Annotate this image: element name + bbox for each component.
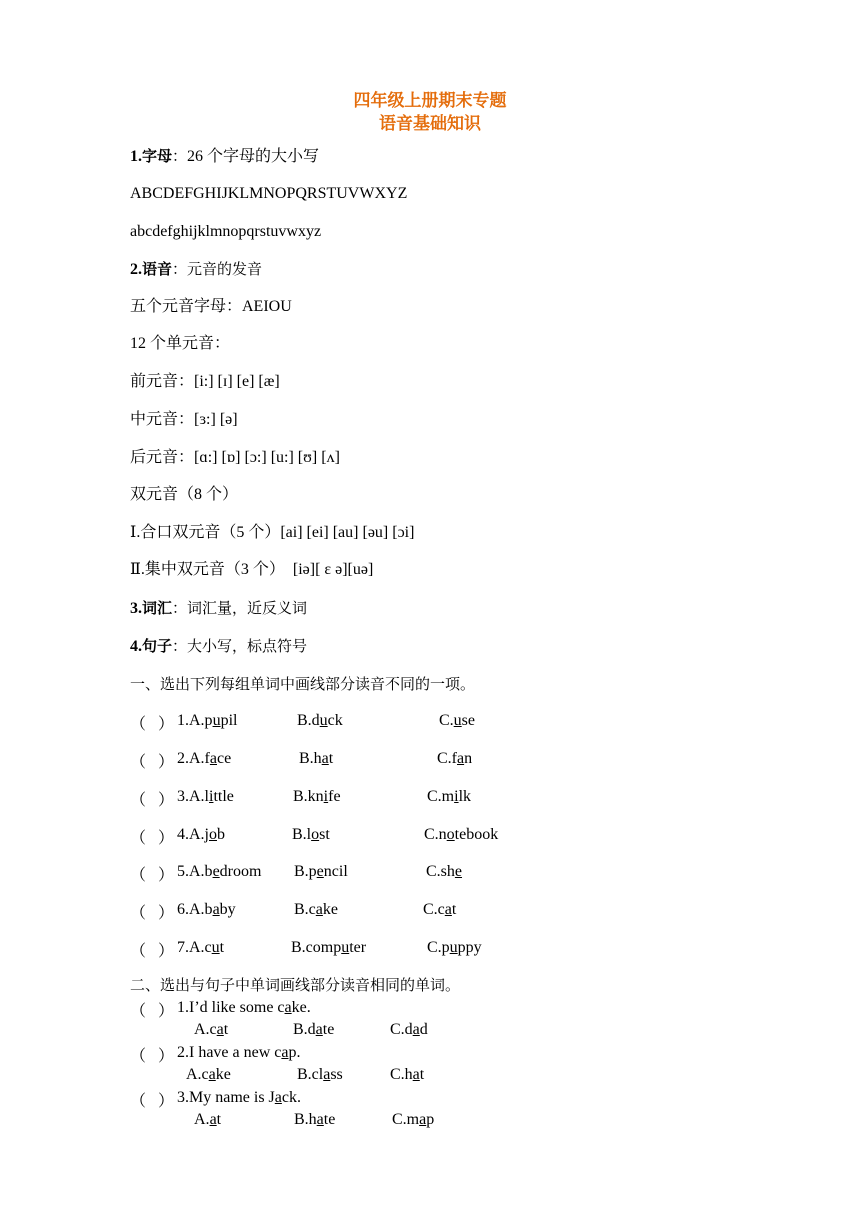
centering-diphthongs-line: Ⅱ.集中双元音（3 个） [iə][ ɛ ə][uə] bbox=[130, 561, 374, 578]
option-b-underlined: a bbox=[321, 750, 329, 767]
section-1 bbox=[130, 146, 319, 167]
option-b-pre: B.d bbox=[293, 1021, 316, 1038]
option-b-pre: B.h bbox=[294, 1111, 317, 1128]
option-b bbox=[297, 711, 343, 731]
option-b-pre: B.p bbox=[294, 863, 317, 880]
section-4 bbox=[130, 636, 307, 657]
option-c-underlined: a bbox=[412, 1021, 420, 1038]
option-c-pre: C.m bbox=[427, 788, 455, 805]
option-c-pre: C.n bbox=[424, 826, 447, 843]
option-c-underlined: o bbox=[446, 826, 455, 843]
option-b-underlined: a bbox=[315, 901, 323, 918]
option-c-post: d bbox=[419, 1021, 428, 1038]
option-c-pre: C.c bbox=[423, 901, 445, 918]
option-a-underlined: a bbox=[216, 1021, 224, 1038]
option-c-pre: C.p bbox=[427, 939, 450, 956]
section-2-number: 2. bbox=[130, 261, 142, 278]
option-b-underlined: a bbox=[315, 1021, 323, 1038]
option-a-pre: 5.A.b bbox=[177, 863, 213, 880]
back-vowels-line: 后元音：[ɑ:] [ɒ] [ɔ:] [u:] [ʊ] [ʌ] bbox=[130, 449, 340, 466]
section-1-number: 1. bbox=[130, 148, 142, 165]
answer-blank[interactable]: （ ） bbox=[130, 905, 175, 922]
section-4-heading: 句子 bbox=[142, 637, 173, 655]
option-a-post: t bbox=[223, 1021, 229, 1038]
option-a-pre: 1.A.p bbox=[177, 712, 213, 729]
option-a bbox=[177, 711, 237, 731]
question-sentence-underlined: a bbox=[281, 1044, 289, 1061]
option-b-underlined: o bbox=[311, 826, 320, 843]
option-c-underlined: u bbox=[453, 712, 462, 729]
option-c bbox=[390, 1020, 428, 1040]
option-a-post: ttle bbox=[213, 788, 234, 805]
option-a-underlined: o bbox=[209, 826, 217, 843]
option-a bbox=[194, 1110, 221, 1130]
option-b-post: st bbox=[319, 826, 330, 843]
option-a-underlined: u bbox=[212, 712, 221, 729]
option-c-post: n bbox=[464, 750, 473, 767]
answer-blank[interactable]: （ ） bbox=[130, 716, 175, 733]
option-b-post: ck bbox=[327, 712, 343, 729]
closing-diphthongs-line: Ⅰ.合口双元音（5 个）[ai] [ei] [au] [əu] [ɔi] bbox=[130, 524, 415, 541]
question-sentence-underlined: a bbox=[284, 999, 292, 1016]
option-b-pre: B.c bbox=[294, 901, 316, 918]
option-c-underlined: a bbox=[419, 1111, 427, 1128]
option-a-underlined: i bbox=[209, 788, 214, 805]
question-sentence-pre: 3.My name is J bbox=[177, 1089, 275, 1106]
option-c-underlined: e bbox=[454, 863, 463, 880]
option-c-post: t bbox=[451, 901, 457, 918]
option-c-pre: C.h bbox=[390, 1066, 413, 1083]
option-c bbox=[427, 787, 471, 807]
option-a-pre: 2.A.f bbox=[177, 750, 210, 767]
option-c-post: tebook bbox=[454, 826, 499, 843]
option-a-pre: A. bbox=[194, 1111, 210, 1128]
option-a-underlined: e bbox=[212, 863, 220, 880]
option-a-pre: 6.A.b bbox=[177, 901, 213, 918]
section-3-sep: ： bbox=[172, 599, 188, 617]
question-sentence bbox=[177, 998, 311, 1018]
option-a-post: pil bbox=[220, 712, 238, 729]
question-sentence-post: ck. bbox=[281, 1089, 301, 1106]
option-a bbox=[177, 900, 236, 920]
option-a-underlined: a bbox=[209, 1111, 217, 1128]
answer-blank[interactable]: （ ） bbox=[130, 830, 175, 847]
option-b-pre: B.kn bbox=[293, 788, 324, 805]
option-c bbox=[426, 862, 462, 882]
option-a-pre: 3.A.l bbox=[177, 788, 209, 805]
part-2-heading: 二、选出与句子中单词画线部分读音相同的单词。 bbox=[130, 976, 461, 994]
answer-blank[interactable]: （ ） bbox=[130, 1093, 175, 1110]
option-b-post: ke bbox=[322, 901, 338, 918]
option-b-underlined: u bbox=[341, 939, 350, 956]
option-a bbox=[177, 938, 224, 958]
section-2 bbox=[130, 259, 262, 280]
section-4-number: 4. bbox=[130, 638, 142, 655]
answer-blank[interactable]: （ ） bbox=[130, 1048, 175, 1065]
option-a-post: b bbox=[217, 826, 225, 843]
option-c-underlined: a bbox=[412, 1066, 420, 1083]
option-c-post: se bbox=[461, 712, 475, 729]
option-a-pre: 7.A.c bbox=[177, 939, 212, 956]
option-c-pre: C.f bbox=[437, 750, 457, 767]
question-sentence-post: p. bbox=[288, 1044, 301, 1061]
option-c bbox=[423, 900, 456, 920]
option-b-pre: B.h bbox=[299, 750, 322, 767]
title-line-1: 四年级上册期末专题 bbox=[353, 91, 507, 111]
section-4-text: 大小写，标点符号 bbox=[187, 637, 308, 655]
option-b-underlined: a bbox=[323, 1066, 331, 1083]
option-c-pre: C.m bbox=[392, 1111, 420, 1128]
option-a-post: ce bbox=[217, 750, 232, 767]
option-b bbox=[299, 749, 333, 769]
option-b-pre: B.l bbox=[292, 826, 312, 843]
question-sentence-pre: 1.I’d like some c bbox=[177, 999, 285, 1016]
option-a-post: t bbox=[219, 939, 225, 956]
question-sentence-pre: 2.I have a new c bbox=[177, 1044, 282, 1061]
option-b-pre: B.cl bbox=[297, 1066, 324, 1083]
answer-blank[interactable]: （ ） bbox=[130, 792, 175, 809]
front-vowels-line: 前元音：[i:] [ɪ] [e] [æ] bbox=[130, 373, 280, 390]
answer-blank[interactable]: （ ） bbox=[130, 1003, 175, 1020]
option-c-underlined: i bbox=[454, 788, 459, 805]
option-a-underlined: a bbox=[212, 901, 220, 918]
title-line-2: 语音基础知识 bbox=[379, 114, 481, 134]
option-b-underlined: e bbox=[316, 863, 324, 880]
answer-blank[interactable]: （ ） bbox=[130, 867, 175, 884]
option-c-post: t bbox=[419, 1066, 425, 1083]
option-a-underlined: a bbox=[209, 750, 217, 767]
option-b-underlined: i bbox=[323, 788, 329, 805]
option-b-underlined: u bbox=[319, 712, 328, 729]
option-b bbox=[291, 938, 366, 958]
section-3 bbox=[130, 598, 307, 619]
option-c-underlined: a bbox=[457, 750, 465, 767]
option-a-post: ke bbox=[215, 1066, 231, 1083]
option-b bbox=[294, 1110, 335, 1130]
option-c-pre: C. bbox=[439, 712, 454, 729]
option-b-post: te bbox=[323, 1111, 336, 1128]
option-b bbox=[294, 862, 348, 882]
option-a-pre: A.c bbox=[194, 1021, 217, 1038]
part-1-heading: 一、选出下列每组单词中画线部分读音不同的一项。 bbox=[130, 675, 476, 693]
option-a bbox=[177, 825, 225, 845]
option-c-post: p bbox=[426, 1111, 435, 1128]
option-a-underlined: u bbox=[211, 939, 220, 956]
option-a-post: droom bbox=[219, 863, 262, 880]
twelve-vowels-line: 12 个单元音： bbox=[130, 335, 231, 352]
option-c-post: lk bbox=[458, 788, 472, 805]
diphthongs-line: 双元音（8 个） bbox=[130, 486, 239, 503]
section-2-heading: 语音 bbox=[142, 260, 173, 278]
section-3-number: 3. bbox=[130, 600, 142, 617]
option-a bbox=[194, 1020, 228, 1040]
option-c bbox=[392, 1110, 434, 1130]
option-b-post: ss bbox=[330, 1066, 343, 1083]
option-b bbox=[294, 900, 338, 920]
five-vowels-line: 五个元音字母：AEIOU bbox=[130, 298, 292, 315]
section-3-text: 词汇量，近反义词 bbox=[187, 599, 308, 617]
section-3-heading: 词汇 bbox=[142, 599, 173, 617]
option-c-underlined: u bbox=[449, 939, 458, 956]
option-a bbox=[177, 787, 234, 807]
option-c bbox=[424, 825, 498, 845]
option-c-pre: C.sh bbox=[426, 863, 455, 880]
option-b-post: t bbox=[328, 750, 334, 767]
question-sentence bbox=[177, 1088, 301, 1108]
option-b bbox=[293, 787, 341, 807]
question-sentence bbox=[177, 1043, 301, 1063]
option-c-underlined: a bbox=[444, 901, 452, 918]
answer-blank[interactable]: （ ） bbox=[130, 943, 175, 960]
option-b-underlined: a bbox=[316, 1111, 324, 1128]
question-sentence-post: ke. bbox=[291, 999, 311, 1016]
section-1-text: 26 个字母的大小写 bbox=[187, 148, 320, 165]
option-a-post: by bbox=[219, 901, 236, 918]
option-b bbox=[293, 1020, 334, 1040]
option-b-post: te bbox=[322, 1021, 335, 1038]
option-b-post: ter bbox=[349, 939, 367, 956]
section-2-sep: ： bbox=[172, 260, 188, 278]
section-1-heading: 字母 bbox=[142, 147, 173, 165]
section-1-sep: ： bbox=[172, 147, 188, 165]
question-sentence-underlined: a bbox=[274, 1089, 282, 1106]
option-c bbox=[439, 711, 475, 731]
uppercase-alphabet: ABCDEFGHIJKLMNOPQRSTUVWXYZ bbox=[130, 185, 408, 202]
option-a-pre: 4.A.j bbox=[177, 826, 209, 843]
option-a-post: t bbox=[216, 1111, 222, 1128]
option-c bbox=[427, 938, 482, 958]
option-a bbox=[186, 1065, 231, 1085]
option-b-post: fe bbox=[328, 788, 341, 805]
central-vowels-line: 中元音：[ɜ:] [ə] bbox=[130, 411, 238, 428]
option-b-pre: B.d bbox=[297, 712, 320, 729]
option-c bbox=[390, 1065, 424, 1085]
option-b-post: ncil bbox=[323, 863, 348, 880]
answer-blank[interactable]: （ ） bbox=[130, 754, 175, 771]
option-a bbox=[177, 862, 261, 882]
option-b bbox=[292, 825, 330, 845]
option-c-pre: C.d bbox=[390, 1021, 413, 1038]
option-a-underlined: a bbox=[208, 1066, 216, 1083]
lowercase-alphabet: abcdefghijklmnopqrstuvwxyz bbox=[130, 223, 322, 240]
option-b bbox=[297, 1065, 343, 1085]
option-c-post: ppy bbox=[457, 939, 482, 956]
option-b-pre: B.comp bbox=[291, 939, 342, 956]
option-a-pre: A.c bbox=[186, 1066, 209, 1083]
option-a bbox=[177, 749, 231, 769]
section-2-text: 元音的发音 bbox=[187, 260, 263, 278]
section-4-sep: ： bbox=[172, 637, 188, 655]
option-c bbox=[437, 749, 472, 769]
